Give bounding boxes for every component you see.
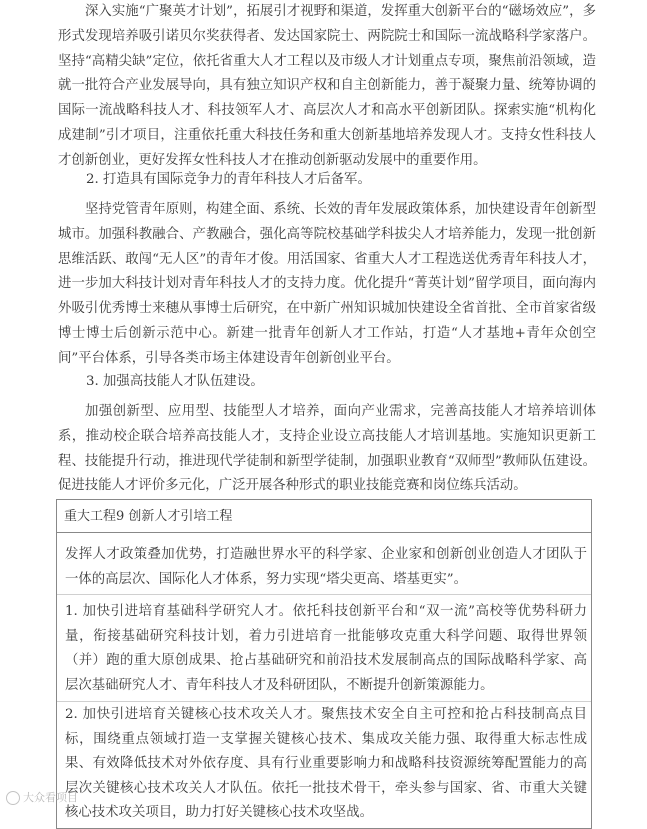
paragraph-youth-talent: 坚持党管青年原则，构建全面、系统、长效的青年发展政策体系，加快建设青年创新型城市。加强科教融合、产教融合，强化高等院校基础学科拔尖人才培养能力，发现一批创新思维活跃、敢闯“无人区”的青年才俊。用活国家、省重大人才工程选送优秀青年科技人才，进一步加大科技计划对青年科技人才的支持力度。优化提升“菁英计划”留学项目，面向海内外吸引优秀博士来穗从事博士后研究，在中新广州知识城加快建设全省首批、全市首家省级博士博士后创新示范中心。新建一批青年创新人才工作站，打造“人才基地+青年众创空间”平台体系，引导各类市场主体建设青年创新创业平台。 [58, 202, 596, 366]
box-intro: 发挥人才政策叠加优势，打造融世界水平的科学家、企业家和创新创业创造人才团队于一体的高层次、国际化人才体系，努力实现“塔尖更高、塔基更实”。 [65, 547, 587, 587]
paragraph-high-skill: 加强创新型、应用型、技能型人才培养，面向产业需求，完善高技能人才培养培训体系，推动校企联合培养高技能人才，支持企业设立高技能人才培训基地。实施知识更新工程、技能提升行动，推进现代学徒制和新型学徒制，加强职业教育“双师型”教师队伍建设。促进技能人才评价多元化，广泛开展各种形式的职业技能竞赛和岗位练兵活动。 [58, 404, 596, 494]
paragraph-talent-plan: 深入实施“广聚英才计划”，拓展引才视野和渠道，发挥重大创新平台的“磁场效应”，多形式发现培养吸引诺贝尔奖获得者、发达国家院士、两院院士和国际一流战略科学家落户。坚持“高精尖缺”定位，依托省重大人才工程以及市级人才计划重点专项，聚焦前沿领域，造就一批符合产业发展导向，具有独立知识产权和自主创新能力，善于凝聚力量、统筹协调的国际一流战略科技人才、科技领军人才、高层次人才和高水平创新团队。探索实施“机构化成建制”引才项目，注重依托重大科技任务和重大创新基地培养发现人才。支持女性科技人才创新创业，更好发挥女性科技人才在推动创新驱动发展中的重要作用。 [58, 4, 596, 168]
box-divider [57, 594, 591, 595]
heading-youth-talent: 2. 打造具有国际竞争力的青年科技人才后备军。 [86, 172, 371, 187]
watermark-text: 大众看项目 [23, 791, 78, 804]
box-item-basic-research: 1. 加快引进培育基础科学研究人才。依托科技创新平台和“双一流”高校等优势科研力量，衔接基础研究科技计划，着力引进培育一批能够攻克重大科学问题、取得世界领（并）跑的重大原创成果、抢占基础研究和前沿技术发展制高点的国际战略科学家、高层次基础研究人才、青年科技人才及科研团队，不断提升创新策源能力。 [65, 604, 587, 693]
major-project-box [56, 499, 592, 829]
box-divider [57, 701, 591, 702]
heading-high-skill: 3. 加强高技能人才队伍建设。 [86, 374, 264, 389]
box-title: 重大工程9 创新人才引培工程 [57, 500, 591, 533]
watermark [6, 790, 78, 806]
watermark-logo-icon [6, 791, 20, 805]
box-item-core-tech: 2. 加快引进培育关键核心技术攻关人才。聚焦技术安全自主可控和抢占科技制高点目标，围绕重点领域打造一支掌握关键核心技术、集成攻关能力强、取得重大标志性成果、有效降低技术对外依存度、具有行业重要影响力和战略科技资源统筹配置能力的高层次关键核心技术攻关人才队伍。依托一批技术骨干，牵头参与国家、省、市重大关键核心技术攻关项目，助力打好关键核心技术攻坚战。 [65, 707, 587, 821]
